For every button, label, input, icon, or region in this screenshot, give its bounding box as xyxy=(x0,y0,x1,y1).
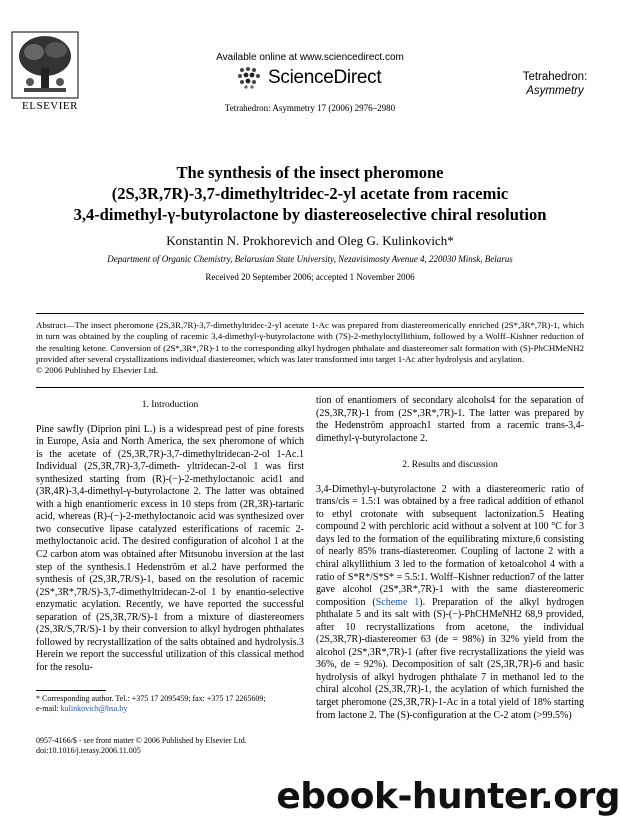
title-line-2: (2S,3R,7R)-3,7-dimethyltridec-2-yl acetate from racemic xyxy=(111,184,509,203)
intro-continuation: tion of enantiomers of secondary alcohols4 for the separation of (2S,3R,7R)-1 from (2S*,3R*,7R)-1. The latter was prepared by the Hedenström approach1 started from a racemic trans-3,4-dimethyl-γ-butyrolactone 2. xyxy=(316,395,584,444)
available-online[interactable]: Available online at www.sciencedirect.com xyxy=(216,52,404,63)
abstract-copyright: © 2006 Published by Elsevier Ltd. xyxy=(36,365,159,376)
abstract xyxy=(36,320,584,376)
issn-line: 0957-4166/$ - see front matter © 2006 Published by Elsevier Ltd. xyxy=(36,736,247,745)
results-text-b: ). Preparation of the alkyl hydrogen phthalate 5 and its salt with (S)-(−)-PhCHMeNH2 68,9 provided, after 10 recrystallizations from acetone, the individual (2S,3R,7R)-diastereomer 63 (de = 98%) in 32% yield from the alcohol (2S*,3R*,7R)-1 (after five recrystallizations the yield was 36%, de = 92%). Decomposition of salt (2S,3R,7R)-6 and basic hydrolysis of alkyl hydrogen phthalate 7 in methanol led to the chiral alcohol (2S,3R,7R)-1, the acylation of which furnished the target pheromone (2S,3R,7R)-1-Ac in a total yield of 18% starting from lactone 2. The (S)-configuration at the C-2 atom (>99.5%) xyxy=(316,596,585,721)
issn-doi xyxy=(36,736,336,756)
abstract-text: Abstract—The insect pheromone (2S,3R,7R)-3,7-dimethyltridec-2-yl acetate 1-Ac was prepared from diastereomerically enriched (2S*,3R*,7R)-1, which in turn was obtained by the coupling of racemic 3,4-dimethyl-γ-butyrolactone with (7S)-2-methyloctyllithium, followed by a Wolff–Kishner reduction of the resulting ketone. Conversion of (2S*,3R*,7R)-1 to the corresponding alkyl hydrogen phthalate and diastereomer salt formation with (S)-PhCHMeNH2 provided after several crystallizations individual diastereomer, which was later transformed into target 1-Ac after hydrolysis and acylation. xyxy=(36,320,584,364)
abstract-top-rule xyxy=(36,313,584,314)
abstract-bottom-rule xyxy=(36,387,584,388)
sciencedirect-logo-text: ScienceDirect xyxy=(268,67,382,88)
right-column xyxy=(316,395,584,722)
journal-title-line2: Asymmetry xyxy=(526,85,584,97)
results-text-a: 3,4-Dimethyl-γ-butyrolactone 2 with a diastereomeric ratio of trans/cis = 1.5:1 was obtained by a free radical addition of ethanol to ethyl crotonate with subsequent lactonization.5 Heating compound 2 with perchloric acid without a solvent at 100 °C for 3 days led to the formation of the equilibrating mixture,6 consisting of nearly 85% trans-diastereomer. Coupling of lactone 2 with a chiral alkyllithium 3 led to the formation of ketoalcohol 4 with a ratio of S*R*/S*S* = 5.5:1. Wolff–Kishner reduction7 of the latter gave alcohol (2S*,3R*,7R)-1 with the same diastereomeric composition ( xyxy=(316,483,584,608)
results-text xyxy=(316,484,584,722)
section-heading-introduction: 1. Introduction xyxy=(141,400,199,410)
authors: Konstantin N. Prokhorevich and Oleg G. Kulinkovich* xyxy=(166,233,454,248)
footnote-rule xyxy=(36,690,106,691)
watermark: ebook-hunter.org xyxy=(276,776,620,817)
journal-citation: Tetrahedron: Asymmetry 17 (2006) 2976–2980 xyxy=(224,103,396,113)
doi-line[interactable]: doi:10.1016/j.tetasy.2006.11.005 xyxy=(36,746,141,755)
elsevier-tree-logo xyxy=(10,30,80,100)
introduction-text: Pine sawfly (Diprion pini L.) is a widespread pest of pine forests in Europe, Asia and North America, the sex pheromone of which is the acetate of (2S,3R,7R)-3,7-dimethyltridecan-2-ol 1-Ac.1 Individual (2S,3R,7R)-3,7-dimeth- yltridecan-2-ol 1 was first synthesized starting from (R)-(−)-2-methyloctanoic acid1 and (3R,4R)-3,4-dimethyl-γ-butyrolactone 2. The latter was obtained with a high enantiomeric excess in 10 steps from (2R,3R)-tartaric acid, whereas (R)-(−)-2-methyloctanoic acid was synthesized over two consecutive lipase catalyzed esterifications of racemic 2-methyloctanoic acid. The desired configuration of alcohol 1 at the C2 carbon atom was obtained after Mitsunobu inversion at the last step of the synthesis.1 Hedenström et al.2 have performed the synthesis of (2S,3R,7R/S)-1, based on the resolution of racemic (2S*,3R*,7R/S)-3,7-dimethyltridecan-2-ol 1 by enantio-selective enzymatic acylation. Recently, we have reported the successful separation of (2S,3R,7R/S)-1 from a mixture of diastereomers (2S,3R/S,7R/S)-1 by their conversion to alkyl hydrogen phthalates followed by recrystallization of the salts obtained and hydrolysis.3 Herein we report the successful utilization of this classical method for the resolu- xyxy=(36,423,304,673)
left-column xyxy=(36,395,304,674)
publisher-name: ELSEVIER xyxy=(22,100,78,112)
sciencedirect-dots-icon xyxy=(236,66,264,90)
received-dates: Received 20 September 2006; accepted 1 November 2006 xyxy=(205,272,415,282)
section-heading-results: 2. Results and discussion xyxy=(402,460,498,471)
article-title xyxy=(20,162,600,225)
footnote xyxy=(36,694,304,714)
title-line-1: The synthesis of the insect pheromone xyxy=(176,163,444,182)
footnote-email-label: e-mail: xyxy=(36,704,61,713)
scheme-1-link[interactable]: Scheme 1 xyxy=(375,596,420,608)
footnote-contact: * Corresponding author. Tel.: +375 17 2095459; fax: +375 17 2265609; xyxy=(36,694,266,703)
footnote-email-line xyxy=(36,704,304,714)
author-email-link[interactable]: kulinkovich@bsu.by xyxy=(60,704,128,713)
affiliation: Department of Organic Chemistry, Belarusian State University, Nezavisimosty Avenue 4, 220030 Minsk, Belarus xyxy=(107,254,513,264)
title-line-3: 3,4-dimethyl-γ-butyrolactone by diastereoselective chiral resolution xyxy=(73,205,547,224)
journal-title xyxy=(500,70,610,98)
journal-title-line1: Tetrahedron: xyxy=(522,71,588,83)
